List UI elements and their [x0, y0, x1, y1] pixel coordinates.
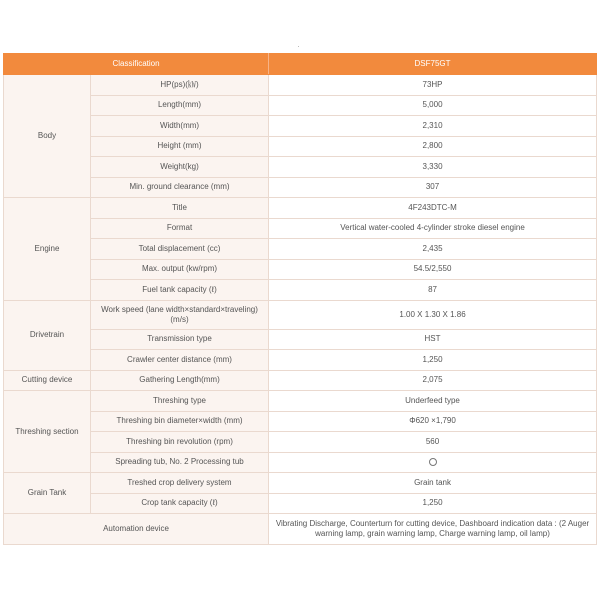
- row-label: Threshing type: [91, 391, 269, 412]
- table-row: [4, 136, 597, 157]
- spec-table: [3, 53, 597, 545]
- row-label: Total displacement (cc): [91, 239, 269, 260]
- table-row: [4, 280, 597, 301]
- row-label: Crop tank capacity (ℓ): [91, 493, 269, 514]
- table-row: [4, 95, 597, 116]
- table-row: [4, 514, 597, 545]
- row-label: Width(mm): [91, 116, 269, 137]
- category-threshing-section: Threshing section: [4, 391, 91, 473]
- category-body: Body: [4, 75, 91, 198]
- table-row: [4, 452, 597, 473]
- row-label: Work speed (lane width×standard×traveling)(m/s): [91, 300, 269, 329]
- table-row: [4, 329, 597, 350]
- category-grain-tank: Grain Tank: [4, 473, 91, 514]
- automation-value: Vibrating Discharge, Counterturn for cutting device, Dashboard indication data : (2 Auger warning lamp, grain warning lamp, Charge warning lamp, oil lamp): [269, 514, 597, 545]
- row-label: Format: [91, 218, 269, 239]
- row-label: Transmission type: [91, 329, 269, 350]
- table-row: [4, 75, 597, 96]
- row-value: 2,075: [269, 370, 597, 391]
- row-label: Height (mm): [91, 136, 269, 157]
- row-value: 4F243DTC-M: [269, 198, 597, 219]
- row-value: Underfeed type: [269, 391, 597, 412]
- table-row: [4, 198, 597, 219]
- row-label: Gathering Length(mm): [91, 370, 269, 391]
- row-value: 2,800: [269, 136, 597, 157]
- row-value: Φ620 ×1,790: [269, 411, 597, 432]
- row-value: 5,000: [269, 95, 597, 116]
- header-model: DSF75GT: [269, 54, 597, 75]
- table-row: [4, 473, 597, 494]
- table-row: [4, 493, 597, 514]
- table-row: [4, 300, 597, 329]
- row-value: 560: [269, 432, 597, 453]
- row-label: HP(ps)(㎾): [91, 75, 269, 96]
- table-row: [4, 350, 597, 371]
- category-engine: Engine: [4, 198, 91, 301]
- stray-dot: [298, 46, 299, 47]
- category-automation-device: Automation device: [4, 514, 269, 545]
- row-value: 3,330: [269, 157, 597, 178]
- row-label: Max. output (kw/rpm): [91, 259, 269, 280]
- row-value: 2,435: [269, 239, 597, 260]
- row-label: Weight(kg): [91, 157, 269, 178]
- row-value: 1,250: [269, 493, 597, 514]
- row-value: Vertical water-cooled 4-cylinder stroke diesel engine: [269, 218, 597, 239]
- row-label: Spreading tub, No. 2 Processing tub: [91, 452, 269, 473]
- table-header-row: [4, 54, 597, 75]
- row-value: 307: [269, 177, 597, 198]
- table-row: [4, 218, 597, 239]
- row-label: Length(mm): [91, 95, 269, 116]
- row-value: 73HP: [269, 75, 597, 96]
- circle-icon: [429, 458, 437, 466]
- row-label: Crawler center distance (mm): [91, 350, 269, 371]
- table-row: [4, 116, 597, 137]
- row-value: 1,250: [269, 350, 597, 371]
- row-label: Threshing bin diameter×width (mm): [91, 411, 269, 432]
- table-row: [4, 391, 597, 412]
- header-classification: Classification: [4, 54, 269, 75]
- row-label: Title: [91, 198, 269, 219]
- table-row: [4, 370, 597, 391]
- row-label: Min. ground clearance (mm): [91, 177, 269, 198]
- row-value: 54.5/2,550: [269, 259, 597, 280]
- table-row: [4, 157, 597, 178]
- category-cutting-device: Cutting device: [4, 370, 91, 391]
- table-row: [4, 259, 597, 280]
- table-row: [4, 432, 597, 453]
- row-value: HST: [269, 329, 597, 350]
- row-label: Fuel tank capacity (ℓ): [91, 280, 269, 301]
- category-drivetrain: Drivetrain: [4, 300, 91, 370]
- row-value: 2,310: [269, 116, 597, 137]
- row-value: [269, 452, 597, 473]
- table-row: [4, 239, 597, 260]
- row-value: 1.00 X 1.30 X 1.86: [269, 300, 597, 329]
- table-row: [4, 177, 597, 198]
- row-label: Treshed crop delivery system: [91, 473, 269, 494]
- row-value: Grain tank: [269, 473, 597, 494]
- row-value: 87: [269, 280, 597, 301]
- row-label: Threshing bin revolution (rpm): [91, 432, 269, 453]
- table-row: [4, 411, 597, 432]
